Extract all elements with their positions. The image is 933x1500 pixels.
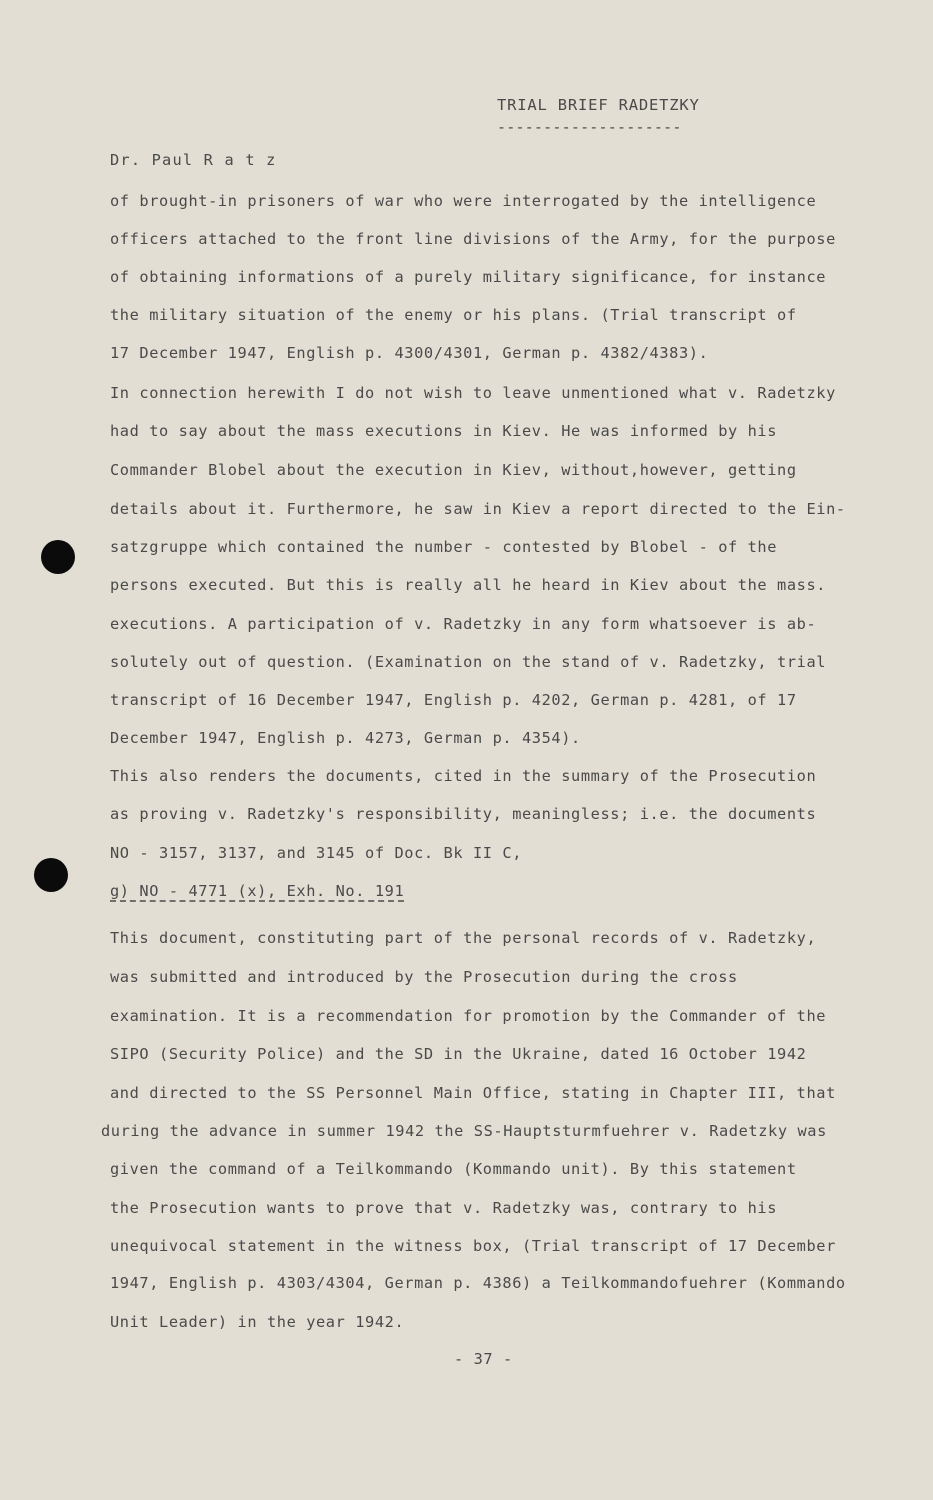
text-line: the Prosecution wants to prove that v. Radetzky was, contrary to his bbox=[110, 1199, 778, 1217]
document-title: TRIAL BRIEF RADETZKY bbox=[497, 96, 700, 114]
text-line: officers attached to the front line divisions of the Army, for the purpose bbox=[110, 230, 836, 248]
text-line: the military situation of the enemy or his plans. (Trial transcript of bbox=[110, 306, 797, 324]
text-line: had to say about the mass executions in Kiev. He was informed by his bbox=[110, 422, 778, 440]
punch-hole-bottom bbox=[34, 858, 68, 892]
text-line: 17 December 1947, English p. 4300/4301, German p. 4382/4383). bbox=[110, 344, 709, 362]
punch-hole-top bbox=[41, 540, 75, 574]
text-line: details about it. Furthermore, he saw in Kiev a report directed to the Ein- bbox=[110, 500, 846, 518]
text-line: 1947, English p. 4303/4304, German p. 4386) a Teilkommandofuehrer (Kommando bbox=[110, 1274, 846, 1292]
author-line: Dr. Paul R a t z bbox=[110, 151, 277, 169]
text-line: solutely out of question. (Examination on the stand of v. Radetzky, trial bbox=[110, 653, 827, 671]
text-line: In connection herewith I do not wish to leave unmentioned what v. Radetzky bbox=[110, 384, 836, 402]
text-line: satzgruppe which contained the number - contested by Blobel - of the bbox=[110, 538, 778, 556]
text-line: unequivocal statement in the witness box, (Trial transcript of 17 December bbox=[110, 1237, 836, 1255]
text-line: This also renders the documents, cited in the summary of the Prosecution bbox=[110, 767, 817, 785]
text-line: of brought-in prisoners of war who were interrogated by the intelligence bbox=[110, 192, 817, 210]
text-line: persons executed. But this is really all he heard in Kiev about the mass. bbox=[110, 576, 827, 594]
title-underline: -------------------- bbox=[497, 118, 682, 136]
text-line: This document, constituting part of the personal records of v. Radetzky, bbox=[110, 929, 817, 947]
page-number: - 37 - bbox=[454, 1350, 513, 1368]
text-line: Unit Leader) in the year 1942. bbox=[110, 1313, 405, 1331]
text-line: examination. It is a recommendation for promotion by the Commander of the bbox=[110, 1007, 827, 1025]
section-heading: g) NO - 4771 (x), Exh. No. 191 bbox=[110, 882, 405, 900]
text-line: as proving v. Radetzky's responsibility, meaningless; i.e. the documents bbox=[110, 805, 817, 823]
text-line: executions. A participation of v. Radetzky in any form whatsoever is ab- bbox=[110, 615, 817, 633]
text-line: Commander Blobel about the execution in Kiev, without,however, getting bbox=[110, 461, 797, 479]
text-line: of obtaining informations of a purely military significance, for instance bbox=[110, 268, 827, 286]
text-line: December 1947, English p. 4273, German p. 4354). bbox=[110, 729, 581, 747]
text-line: and directed to the SS Personnel Main Office, stating in Chapter III, that bbox=[110, 1084, 836, 1102]
text-line: SIPO (Security Police) and the SD in the Ukraine, dated 16 October 1942 bbox=[110, 1045, 807, 1063]
text-line: NO - 3157, 3137, and 3145 of Doc. Bk II C, bbox=[110, 844, 522, 862]
text-line: during the advance in summer 1942 the SS-Hauptsturmfuehrer v. Radetzky was bbox=[101, 1122, 827, 1140]
text-line: given the command of a Teilkommando (Kommando unit). By this statement bbox=[110, 1160, 797, 1178]
text-line: was submitted and introduced by the Prosecution during the cross bbox=[110, 968, 738, 986]
text-line: transcript of 16 December 1947, English p. 4202, German p. 4281, of 17 bbox=[110, 691, 797, 709]
